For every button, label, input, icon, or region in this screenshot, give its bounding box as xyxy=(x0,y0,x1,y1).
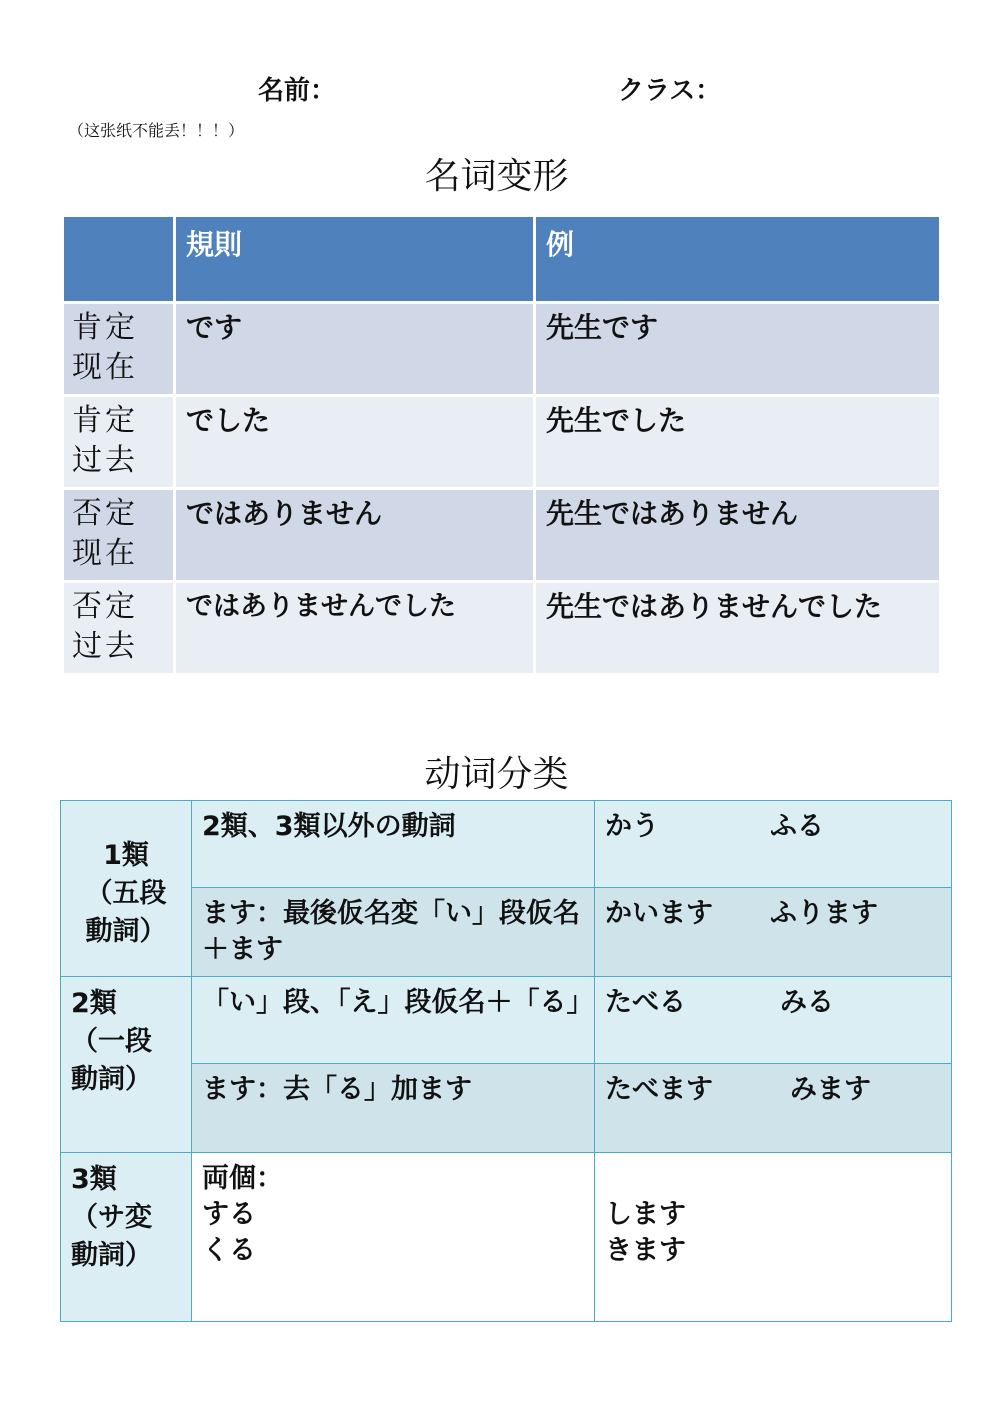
rule-cell: ではありませんでした xyxy=(175,582,535,675)
warning-note: （这张纸不能丢！！！） xyxy=(68,121,245,140)
verb-classification-table xyxy=(60,800,952,1322)
rule-cell: です xyxy=(175,303,535,396)
example-word: みる xyxy=(780,987,834,1018)
column-header-rule: 規則 xyxy=(175,216,535,303)
example-cell: 先生ではありませんでした xyxy=(535,582,941,675)
row-label: 肯定 现在 xyxy=(63,303,175,396)
example-word: たべる xyxy=(605,987,686,1018)
category-subtitle: （サ変 動詞） xyxy=(71,1202,152,1271)
category-cell xyxy=(61,801,192,977)
table-row xyxy=(61,801,952,888)
example-word: ふります xyxy=(770,898,878,929)
category-name: 1類 xyxy=(103,840,149,871)
row-label: 否定 现在 xyxy=(63,489,175,582)
example-cell: します きます xyxy=(595,1153,952,1322)
verb-section-title: 动词分类 xyxy=(424,754,569,795)
rule-cell: 両個： する くる xyxy=(192,1153,595,1322)
example-word: たべます xyxy=(605,1074,713,1105)
table-row xyxy=(63,582,941,675)
example-cell xyxy=(595,1064,952,1153)
table-header-row xyxy=(63,216,941,303)
example-word: みます xyxy=(790,1074,871,1105)
category-cell xyxy=(61,1153,192,1322)
table-row xyxy=(61,1153,952,1322)
example-word: かいます xyxy=(605,898,713,929)
example-cell xyxy=(595,977,952,1064)
table-row xyxy=(61,977,952,1064)
rule-cell: ではありません xyxy=(175,489,535,582)
example-cell: 先生ではありません xyxy=(535,489,941,582)
table-row xyxy=(63,489,941,582)
worksheet-header xyxy=(0,70,993,110)
table-row xyxy=(61,888,952,977)
category-name: 2類 xyxy=(71,988,117,1019)
example-cell xyxy=(595,801,952,888)
rule-cell: 2類、3類以外の動詞 xyxy=(192,801,595,888)
class-label: クラス： xyxy=(618,76,722,106)
category-name: 3類 xyxy=(71,1164,117,1195)
table-row xyxy=(63,396,941,489)
table-row xyxy=(61,1064,952,1153)
category-subtitle: （五段 動詞） xyxy=(85,878,167,947)
column-header-empty xyxy=(63,216,175,303)
example-cell xyxy=(595,888,952,977)
name-label: 名前： xyxy=(258,76,337,106)
rule-cell: ます：去「る」加ます xyxy=(192,1064,595,1153)
row-label: 否定 过去 xyxy=(63,582,175,675)
example-cell: 先生でした xyxy=(535,396,941,489)
category-cell xyxy=(61,977,192,1153)
rule-cell: ます：最後仮名変「い」段仮名＋ます xyxy=(192,888,595,977)
table-row xyxy=(63,303,941,396)
rule-cell: 「い」段、「え」段仮名＋「る」 xyxy=(192,977,595,1064)
rule-cell: でした xyxy=(175,396,535,489)
column-header-example: 例 xyxy=(535,216,941,303)
category-subtitle: （一段 動詞） xyxy=(71,1026,152,1095)
noun-conjugation-table xyxy=(61,214,942,676)
example-word: かう xyxy=(605,811,659,842)
example-cell: 先生です xyxy=(535,303,941,396)
noun-section-title: 名词变形 xyxy=(424,156,569,197)
row-label: 肯定 过去 xyxy=(63,396,175,489)
example-word: ふる xyxy=(770,811,824,842)
